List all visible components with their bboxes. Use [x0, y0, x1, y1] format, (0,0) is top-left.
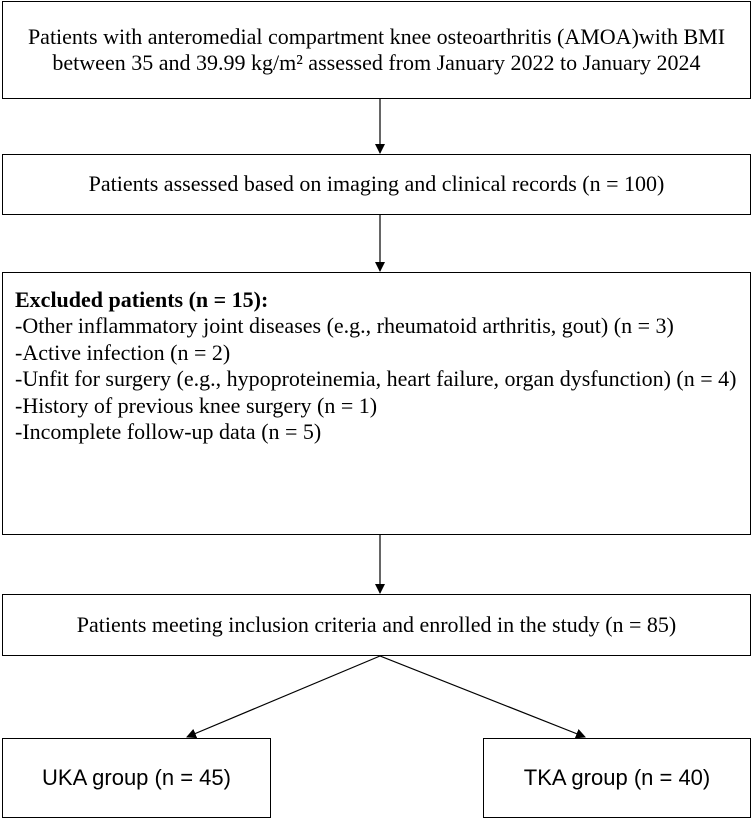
assessment-period-text: Patients with anteromedial compartment knee osteoarthritis (AMOA)with BMI between 35 and 39.99 kg/m² assessed from January 2022 to January 2024 [27, 23, 726, 75]
excluded-item: -History of previous knee surgery (n = 1) [15, 392, 378, 418]
tka-group-text: TKA group (n = 40) [523, 764, 711, 790]
enrolled-patients-text: Patients meeting inclusion criteria and enrolled in the study (n = 85) [76, 611, 677, 637]
assessed-patients-box [2, 154, 751, 215]
excluded-item: -Other inflammatory joint diseases (e.g., rheumatoid arthritis, gout) (n = 3) [15, 313, 674, 339]
enrolled-patients-box [2, 594, 751, 656]
assessed-patients-text: Patients assessed based on imaging and clinical records (n = 100) [88, 171, 665, 197]
excluded-patients-box [2, 272, 751, 535]
excluded-item: -Incomplete follow-up data (n = 5) [15, 418, 322, 444]
arrow-box4-to-tka [380, 656, 585, 737]
uka-group-text: UKA group (n = 45) [42, 764, 231, 790]
assessment-period-box [2, 1, 751, 99]
excluded-title: Excluded patients (n = 15): [15, 287, 269, 312]
arrow-box4-to-uka [187, 656, 380, 737]
uka-group-box [2, 738, 271, 818]
tka-group-box [483, 738, 751, 818]
excluded-item: -Unfit for surgery (e.g., hypoproteinemia, heart failure, organ dysfunction) (n = 4) [15, 366, 737, 392]
excluded-item: -Active infection (n = 2) [15, 339, 231, 365]
